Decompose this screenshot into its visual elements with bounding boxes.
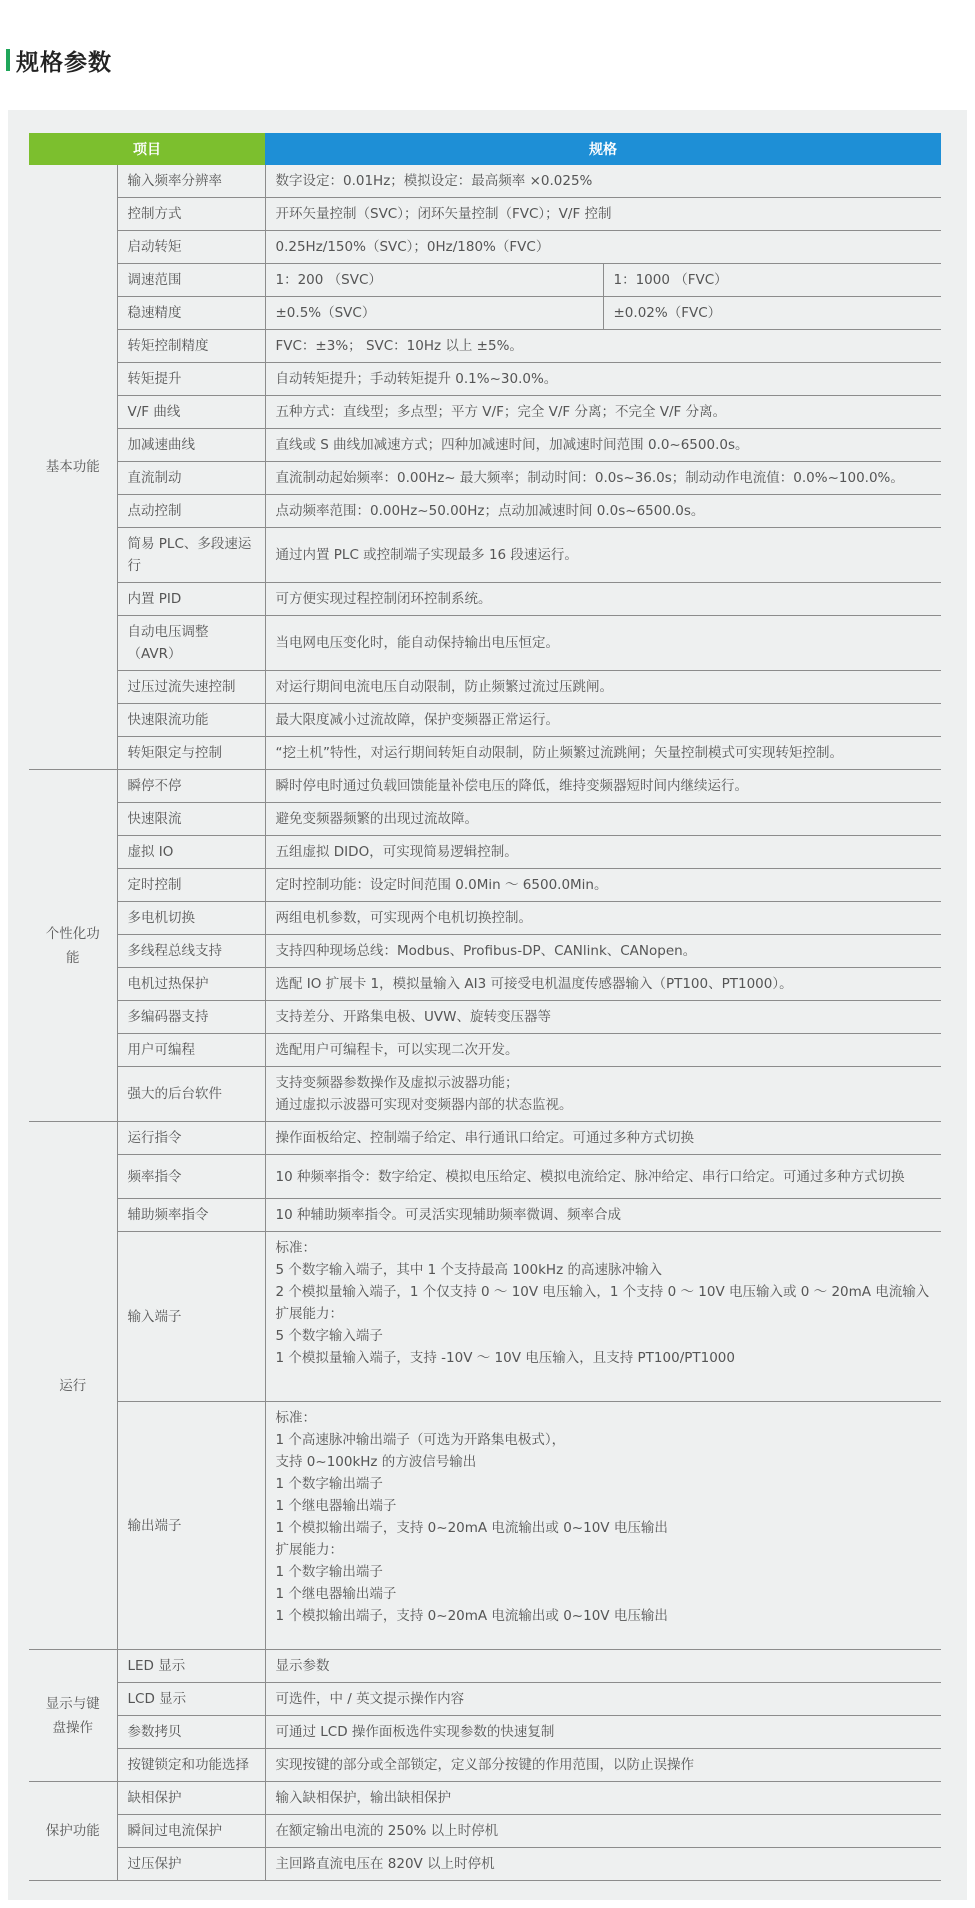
item-name: 频率指令 — [117, 1155, 265, 1199]
table-row — [29, 968, 941, 1001]
spec-line: 标准： — [275, 1410, 316, 1426]
spec-value-a: ±0.5%（SVC） — [265, 297, 603, 330]
spec-value — [265, 968, 941, 1001]
spec-line: 2 个模拟量输入端子，1 个仅支持 0 ～ 10V 电压输入，1 个支持 0 ～ 10V 电压输入或 0 ～ 20mA 电流输入 — [275, 1284, 930, 1300]
table-row — [29, 1716, 941, 1749]
table-row — [29, 396, 941, 429]
spec-line: 10 种辅助频率指令。可灵活实现辅助频率微调、频率合成 — [275, 1207, 621, 1223]
group-label: 基本功能 — [29, 165, 117, 770]
spec-value — [265, 495, 941, 528]
table-header-row — [29, 133, 941, 165]
table-row — [29, 737, 941, 770]
spec-line: 五组虚拟 DIDO，可实现简易逻辑控制。 — [275, 844, 518, 860]
spec-line: 扩展能力： — [275, 1542, 343, 1558]
spec-value — [265, 737, 941, 770]
table-row — [29, 462, 941, 495]
item-name: 转矩提升 — [117, 363, 265, 396]
table-row — [29, 1232, 941, 1402]
spec-line: 输入缺相保护，输出缺相保护 — [275, 1790, 451, 1806]
spec-line: 支持 0~100kHz 的方波信号输出 — [275, 1454, 477, 1470]
spec-table — [29, 133, 941, 1881]
item-name: 瞬间过电流保护 — [117, 1815, 265, 1848]
spec-line: 可方便实现过程控制闭环控制系统。 — [275, 591, 492, 607]
spec-value — [265, 1232, 941, 1402]
spec-value — [265, 583, 941, 616]
item-name: 过压保护 — [117, 1848, 265, 1881]
item-name: 强大的后台软件 — [117, 1067, 265, 1122]
item-name: LED 显示 — [117, 1650, 265, 1683]
item-name: 输入端子 — [117, 1232, 265, 1402]
spec-value — [265, 231, 941, 264]
spec-value — [265, 396, 941, 429]
spec-line: 实现按键的部分或全部锁定，定义部分按键的作用范围，以防止误操作 — [275, 1757, 694, 1773]
group-label: 显示与键盘操作 — [29, 1650, 117, 1782]
item-name: 内置 PID — [117, 583, 265, 616]
table-row — [29, 1402, 941, 1650]
item-name: 启动转矩 — [117, 231, 265, 264]
spec-line: 1 个数字输出端子 — [275, 1476, 383, 1492]
spec-value — [265, 836, 941, 869]
spec-value-a: 1：200 （SVC） — [265, 264, 603, 297]
spec-value — [265, 165, 941, 198]
spec-value — [265, 616, 941, 671]
table-row — [29, 264, 941, 297]
spec-value — [265, 803, 941, 836]
spec-line: 五种方式：直线型；多点型；平方 V/F；完全 V/F 分离；不完全 V/F 分离。 — [275, 404, 727, 420]
item-name: 快速限流 — [117, 803, 265, 836]
spec-value-b: ±0.02%（FVC） — [603, 297, 941, 330]
item-name: 加减速曲线 — [117, 429, 265, 462]
spec-value — [265, 330, 941, 363]
spec-value — [265, 770, 941, 803]
spec-value — [265, 902, 941, 935]
spec-value — [265, 1749, 941, 1782]
item-name: 多编码器支持 — [117, 1001, 265, 1034]
spec-value — [265, 1782, 941, 1815]
table-row — [29, 935, 941, 968]
table-row — [29, 1155, 941, 1199]
table-row — [29, 1001, 941, 1034]
table-row — [29, 330, 941, 363]
group-label: 个性化功能 — [29, 770, 117, 1122]
item-name: 参数拷贝 — [117, 1716, 265, 1749]
spec-value — [265, 1716, 941, 1749]
spec-value — [265, 1848, 941, 1881]
table-row — [29, 528, 941, 583]
spec-line: 1 个继电器输出端子 — [275, 1498, 397, 1514]
spec-value — [265, 1199, 941, 1232]
spec-line: 避免变频器频繁的出现过流故障。 — [275, 811, 478, 827]
table-row — [29, 1650, 941, 1683]
table-row — [29, 165, 941, 198]
spec-value — [265, 1815, 941, 1848]
item-name: 虚拟 IO — [117, 836, 265, 869]
group-label: 运行 — [29, 1122, 117, 1650]
spec-line: 通过内置 PLC 或控制端子实现最多 16 段速运行。 — [275, 547, 578, 563]
spec-line: 开环矢量控制（SVC）；闭环矢量控制（FVC）；V/F 控制 — [275, 206, 612, 222]
table-row — [29, 1034, 941, 1067]
table-row — [29, 1122, 941, 1155]
spec-line: 支持变频器参数操作及虚拟示波器功能； — [275, 1075, 519, 1091]
item-name: 输入频率分辨率 — [117, 165, 265, 198]
item-name: 过压过流失速控制 — [117, 671, 265, 704]
item-name: 转矩控制精度 — [117, 330, 265, 363]
spec-value — [265, 198, 941, 231]
spec-line: 10 种频率指令：数字给定、模拟电压给定、模拟电流给定、脉冲给定、串行口给定。可通过多种方式切换 — [275, 1168, 905, 1185]
item-name: V/F 曲线 — [117, 396, 265, 429]
spec-line: 对运行期间电流电压自动限制，防止频繁过流过压跳闸。 — [275, 679, 613, 695]
spec-line: “挖土机”特性，对运行期间转矩自动限制，防止频繁过流跳闸；矢量控制模式可实现转矩控制。 — [275, 745, 843, 761]
item-name: 直流制动 — [117, 462, 265, 495]
table-row — [29, 836, 941, 869]
spec-value — [265, 1001, 941, 1034]
table-row — [29, 1067, 941, 1122]
item-name: 自动电压调整（AVR） — [117, 616, 265, 671]
spec-value — [265, 429, 941, 462]
spec-line: 数字设定：0.01Hz；模拟设定：最高频率 ×0.025% — [275, 173, 593, 189]
spec-value — [265, 1155, 941, 1199]
spec-line: 定时控制功能：设定时间范围 0.0Min ～ 6500.0Min。 — [275, 877, 608, 893]
spec-line: 自动转矩提升；手动转矩提升 0.1%~30.0%。 — [275, 371, 558, 387]
item-name: 控制方式 — [117, 198, 265, 231]
table-row — [29, 297, 941, 330]
table-row — [29, 1848, 941, 1881]
spec-value — [265, 1683, 941, 1716]
item-name: 用户可编程 — [117, 1034, 265, 1067]
spec-line: 1 个模拟输出端子，支持 0~20mA 电流输出或 0~10V 电压输出 — [275, 1520, 668, 1536]
spec-line: 可选件，中 / 英文提示操作内容 — [275, 1691, 465, 1707]
item-name: 快速限流功能 — [117, 704, 265, 737]
table-row — [29, 1199, 941, 1232]
spec-line: 扩展能力： — [275, 1306, 343, 1322]
item-name: 稳速精度 — [117, 297, 265, 330]
spec-value — [265, 935, 941, 968]
spec-line: 主回路直流电压在 820V 以上时停机 — [275, 1856, 495, 1872]
table-row — [29, 429, 941, 462]
spec-line: 1 个数字输出端子 — [275, 1564, 383, 1580]
spec-line: 支持差分、开路集电极、UVW、旋转变压器等 — [275, 1009, 551, 1025]
table-row — [29, 198, 941, 231]
spec-line: 选配用户可编程卡，可以实现二次开发。 — [275, 1042, 519, 1058]
table-row — [29, 583, 941, 616]
item-name: 输出端子 — [117, 1402, 265, 1650]
spec-line: 1 个模拟输出端子，支持 0~20mA 电流输出或 0~10V 电压输出 — [275, 1608, 668, 1624]
spec-line: 当电网电压变化时，能自动保持输出电压恒定。 — [275, 635, 559, 651]
item-name: 定时控制 — [117, 869, 265, 902]
spec-line: 5 个数字输入端子 — [275, 1328, 383, 1344]
spec-value — [265, 1650, 941, 1683]
spec-line: 支持四种现场总线：Modbus、Profibus-DP、CANlink、CANopen。 — [275, 943, 697, 959]
table-row — [29, 363, 941, 396]
spec-value — [265, 704, 941, 737]
spec-value — [265, 1402, 941, 1650]
spec-line: 两组电机参数，可实现两个电机切换控制。 — [275, 910, 532, 926]
item-name: 按键锁定和功能选择 — [117, 1749, 265, 1782]
table-row — [29, 671, 941, 704]
spec-line: 1 个继电器输出端子 — [275, 1586, 397, 1602]
table-row — [29, 616, 941, 671]
spec-value — [265, 1122, 941, 1155]
spec-value-b: 1：1000 （FVC） — [603, 264, 941, 297]
table-row — [29, 1782, 941, 1815]
item-name: 运行指令 — [117, 1122, 265, 1155]
spec-line: 操作面板给定、控制端子给定、串行通讯口给定。可通过多种方式切换 — [275, 1130, 694, 1146]
table-row — [29, 1749, 941, 1782]
item-name: 缺相保护 — [117, 1782, 265, 1815]
item-name: 多电机切换 — [117, 902, 265, 935]
spec-value — [265, 363, 941, 396]
spec-line: 瞬时停电时通过负载回馈能量补偿电压的降低，维持变频器短时间内继续运行。 — [275, 778, 748, 794]
table-row — [29, 495, 941, 528]
item-name: 多线程总线支持 — [117, 935, 265, 968]
spec-line: FVC：±3%； SVC：10Hz 以上 ±5%。 — [275, 338, 523, 354]
spec-line: 直线或 S 曲线加减速方式；四种加减速时间，加减速时间范围 0.0~6500.0s。 — [275, 437, 749, 453]
header-spec: 规格 — [265, 133, 941, 165]
spec-value — [265, 671, 941, 704]
spec-value — [265, 528, 941, 583]
item-name: 调速范围 — [117, 264, 265, 297]
title-accent-bar — [6, 49, 10, 71]
table-row — [29, 869, 941, 902]
spec-line: 1 个高速脉冲输出端子（可选为开路集电极式）， — [275, 1432, 566, 1448]
item-name: LCD 显示 — [117, 1683, 265, 1716]
table-row — [29, 1815, 941, 1848]
page-title: 规格参数 — [16, 49, 112, 76]
table-row — [29, 803, 941, 836]
spec-line: 点动频率范围：0.00Hz~50.00Hz；点动加减速时间 0.0s~6500.0s。 — [275, 503, 705, 519]
table-row — [29, 1683, 941, 1716]
table-row — [29, 902, 941, 935]
spec-line: 选配 IO 扩展卡 1，模拟量输入 AI3 可接受电机温度传感器输入（PT100、PT1000）。 — [275, 976, 793, 992]
item-name: 点动控制 — [117, 495, 265, 528]
spec-value — [265, 462, 941, 495]
spec-line: 5 个数字输入端子，其中 1 个支持最高 100kHz 的高速脉冲输入 — [275, 1262, 662, 1278]
spec-value — [265, 869, 941, 902]
spec-line: 显示参数 — [275, 1658, 330, 1674]
spec-line: 在额定输出电流的 250% 以上时停机 — [275, 1823, 499, 1839]
spec-line: 0.25Hz/150%（SVC）；0Hz/180%（FVC） — [275, 239, 550, 255]
table-row — [29, 704, 941, 737]
spec-value — [265, 1067, 941, 1122]
table-row — [29, 770, 941, 803]
spec-line: 直流制动起始频率：0.00Hz~ 最大频率；制动时间：0.0s~36.0s；制动动作电流值：0.0%~100.0%。 — [275, 470, 904, 486]
item-name: 转矩限定与控制 — [117, 737, 265, 770]
item-name: 瞬停不停 — [117, 770, 265, 803]
item-name: 辅助频率指令 — [117, 1199, 265, 1232]
table-row — [29, 231, 941, 264]
header-item: 项目 — [29, 133, 265, 165]
group-label: 保护功能 — [29, 1782, 117, 1881]
spec-line: 通过虚拟示波器可实现对变频器内部的状态监视。 — [275, 1097, 573, 1113]
spec-value — [265, 1034, 941, 1067]
item-name: 电机过热保护 — [117, 968, 265, 1001]
spec-line: 标准： — [275, 1240, 316, 1256]
item-name: 简易 PLC、多段速运行 — [117, 528, 265, 583]
section-title — [6, 46, 112, 74]
spec-line: 1 个模拟量输入端子，支持 -10V ～ 10V 电压输入，且支持 PT100/PT1000 — [275, 1350, 735, 1366]
spec-line: 可通过 LCD 操作面板选件实现参数的快速复制 — [275, 1724, 555, 1740]
spec-line: 最大限度减小过流故障，保护变频器正常运行。 — [275, 712, 559, 728]
